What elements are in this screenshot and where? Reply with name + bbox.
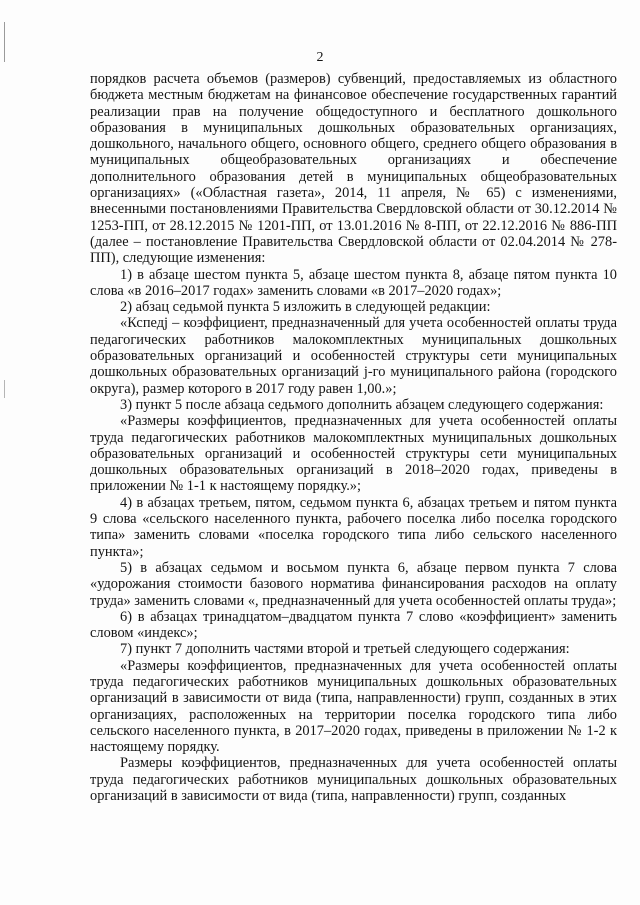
paragraph-quote-part-two: «Размеры коэффициентов, предназначенных для учета особенностей оплаты труда педагогических работников муниципальных дошкольных образовательных организаций в зависимости от вида (типа, направленности) групп, созданных в этих организациях, расположенных на территории поселка городского типа либо сельского населенного пункта, в 2017–2020 годах, приведены в приложении № 1-2 к настоящему порядку. [90, 657, 617, 756]
paragraph-quote-kspedj: «Кспедj – коэффициент, предназначенный для учета особенностей оплаты труда педагогических работников малокомплектных муниципальных дошкольных образовательных организаций и особенностей структуры сети муниципальных дошкольных образовательных организаций j-го муниципального района (городского округа), размер которого в 2017 году равен 1,00.»; [90, 315, 617, 397]
paragraph-part-three: Размеры коэффициентов, предназначенных для учета особенностей оплаты труда педагогических работников муниципальных дошкольных образовательных организаций в зависимости от вида (типа, направленности) групп, созданных [90, 755, 617, 805]
paragraph-item-1: 1) в абзаце шестом пункта 5, абзаце шестом пункта 8, абзаце пятом пункта 10 слова «в 2016–2017 годах» заменить словами «в 2017–2020 годах»; [90, 266, 617, 299]
paragraph-item-4: 4) в абзацах третьем, пятом, седьмом пункта 6, абзацах третьем и пятом пункта 9 слова «сельского населенного пункта, рабочего поселка либо поселка городского типа» заменить словами «поселка городского типа либо сельского населенного пункта»; [90, 494, 617, 560]
paragraph-item-7: 7) пункт 7 дополнить частями второй и третьей следующего содержания: [120, 641, 570, 658]
document-body [90, 71, 617, 804]
scan-edge-mark [4, 380, 5, 398]
page-number: 2 [316, 50, 324, 65]
paragraph-item-2: 2) абзац седьмой пункта 5 изложить в следующей редакции: [120, 299, 491, 316]
paragraph-item-6: 6) в абзацах тринадцатом–двадцатом пункта 7 слово «коэффициент» заменить словом «индекс»; [90, 608, 617, 642]
paragraph-quote-coefficients: «Размеры коэффициентов, предназначенных для учета особенностей оплаты труда педагогических работников малокомплектных муниципальных дошкольных образовательных организаций и особенностей структуры сети муниципальных дошкольных образовательных организаций в 2018–2020 годах, приведены в приложении № 1-1 к настоящему порядку.»; [90, 413, 617, 495]
paragraph-item-3: 3) пункт 5 после абзаца седьмого дополнить абзацем следующего содержания: [120, 396, 604, 413]
paragraph-intro: порядков расчета объемов (размеров) субвенций, предоставляемых из областного бюджета местным бюджетам на финансовое обеспечение государственных гарантий реализации прав на получение общедоступного и бесплатного дошкольного образования в муниципальных дошкольных образовательных организациях, дошкольного, начального общего, основного общего, среднего общего образования в муниципальных общеобразовательных организациях и обеспечение дополнительного образования детей в муниципальных общеобразовательных организациях» («Областная газета», 2014, 11 апреля, № 65) с изменениями, внесенными постановлениями Правительства Свердловской области от 30.12.2014 № 1253-ПП, от 28.12.2015 № 1201-ПП, от 13.01.2016 № 8-ПП, от 22.12.2016 № 886-ПП (далее – постановление Правительства Свердловской области от 02.04.2014 № 278-ПП), следующие изменения: [90, 71, 617, 267]
paragraph-item-5: 5) в абзацах седьмом и восьмом пункта 6, абзаце первом пункта 7 слова «удорожания стоимости базового норматива финансирования расходов на оплату труда» заменить словами «, предназначенный для учета особенностей оплаты труда»; [90, 559, 617, 609]
